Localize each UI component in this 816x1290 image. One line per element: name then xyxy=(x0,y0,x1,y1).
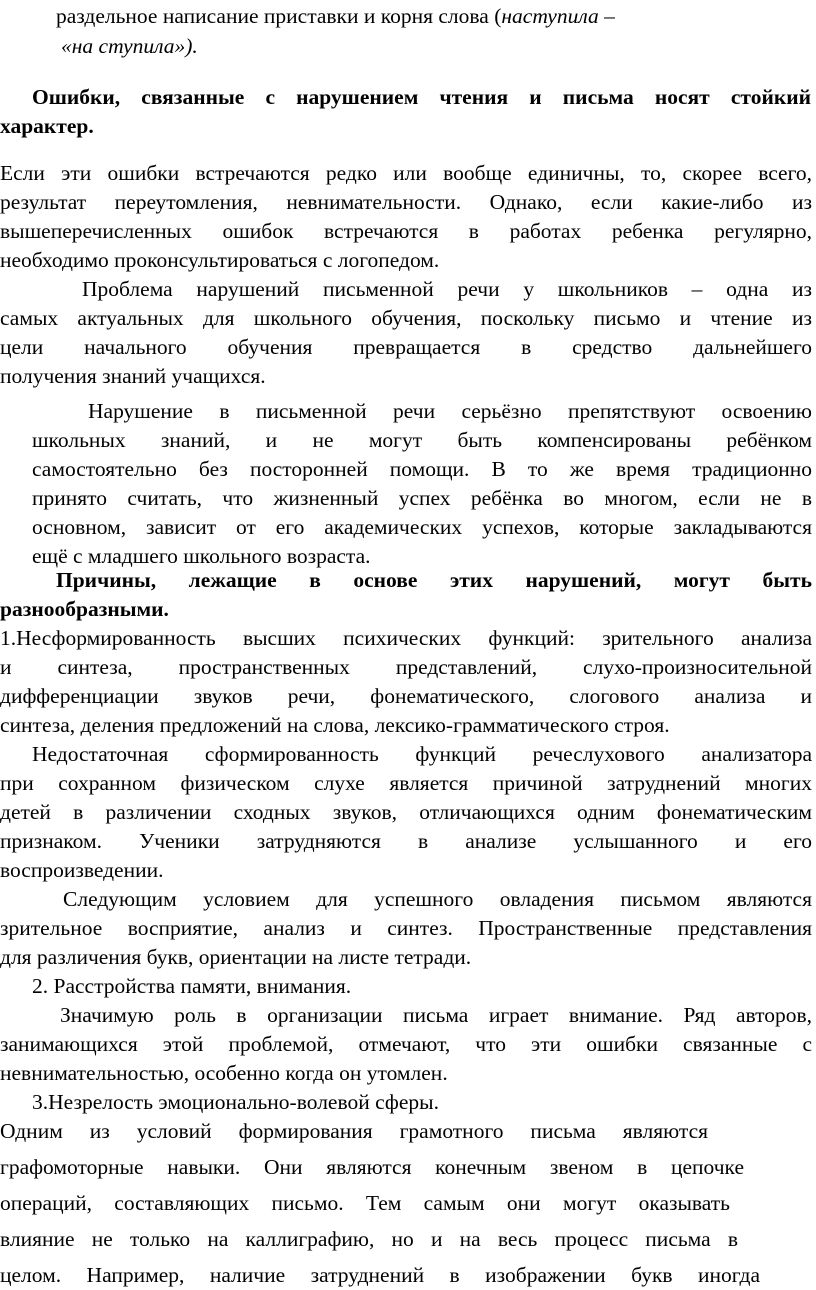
bold-heading: Причины, лежащие в основе этих нарушений, могут быть xyxy=(56,568,812,592)
text-line: Значимую роль в организации письма играет внимание. Ряд авторов, xyxy=(60,1003,812,1027)
text-line: получения знаний учащихся. xyxy=(0,364,266,388)
text-line: 3.Незрелость эмоционально-волевой сферы. xyxy=(32,1090,439,1114)
text-line: занимающихся этой проблемой, отмечают, что эти ошибки связанные с xyxy=(0,1032,812,1056)
text-line: цели начального обучения превращается в средство дальнейшего xyxy=(0,335,812,359)
bold-heading: характер. xyxy=(0,114,94,138)
text-line: для различения букв, ориентации на листе тетради. xyxy=(0,945,472,969)
text-line: признаком. Ученики затрудняются в анализе услышанного и его xyxy=(0,829,812,853)
text-line: раздельное написание приставки и корня слова (наступила – xyxy=(56,4,615,28)
text-line: синтеза, деления предложений на слова, лексико-грамматического строя. xyxy=(0,713,670,737)
text-line: результат переутомления, невнимательности. Однако, если какие-либо из xyxy=(0,190,812,214)
text-line: 1.Несформированность высших психических функций: зрительного анализа xyxy=(0,626,812,650)
text-line: Следующим условием для успешного овладения письмом являются xyxy=(63,887,812,911)
text-line: «на ступила»). xyxy=(61,34,198,58)
text-line: самостоятельно без посторонней помощи. В то же время традиционно xyxy=(32,457,812,481)
text-line: и синтеза, пространственных представлений, слухо-произносительной xyxy=(0,655,812,679)
text-line: Одним из условий формирования грамотного письма являются xyxy=(0,1119,708,1143)
text-line: необходимо проконсультироваться с логопедом. xyxy=(0,248,440,272)
text-line: Нарушение в письменной речи серьёзно препятствуют освоению xyxy=(88,399,812,423)
bold-heading: разнообразными. xyxy=(0,597,169,621)
text-line: вышеперечисленных ошибок встречаются в работах ребенка регулярно, xyxy=(0,219,812,243)
text-line: влияние не только на каллиграфию, но и на весь процесс письма в xyxy=(0,1227,738,1251)
text-line: Если эти ошибки встречаются редко или вообще единичны, то, скорее всего, xyxy=(0,161,812,185)
bold-heading: Ошибки, связанные с нарушением чтения и письма носят стойкий xyxy=(32,85,811,109)
text-line: при сохранном физическом слухе является причиной затруднений многих xyxy=(0,771,812,795)
text-line: операций, составляющих письмо. Тем самым они могут оказывать xyxy=(0,1191,730,1215)
text-line: воспроизведении. xyxy=(0,858,164,882)
text-line: невнимательностью, особенно когда он утомлен. xyxy=(0,1061,448,1085)
text-line: Недостаточная сформированность функций речеслухового анализатора xyxy=(32,742,812,766)
text-line: самых актуальных для школьного обучения, поскольку письмо и чтение из xyxy=(0,306,812,330)
text-line: дифференциации звуков речи, фонематического, слогового анализа и xyxy=(0,684,812,708)
text-line: школьных знаний, и не могут быть компенсированы ребёнком xyxy=(32,428,812,452)
text-line: основном, зависит от его академических успехов, которые закладываются xyxy=(32,515,812,539)
text-line: детей в различении сходных звуков, отличающихся одним фонематическим xyxy=(0,800,812,824)
text-line: ещё с младшего школьного возраста. xyxy=(32,544,371,568)
text-line: целом. Например, наличие затруднений в изображении букв иногда xyxy=(0,1263,760,1287)
text-line: Проблема нарушений письменной речи у школьников – одна из xyxy=(82,277,812,301)
text-line: 2. Расстройства памяти, внимания. xyxy=(32,974,352,998)
text-line: графомоторные навыки. Они являются конечным звеном в цепочке xyxy=(0,1155,744,1179)
text-line: зрительное восприятие, анализ и синтез. Пространственные представления xyxy=(0,916,812,940)
text-line: принято считать, что жизненный успех ребёнка во многом, если не в xyxy=(32,486,812,510)
